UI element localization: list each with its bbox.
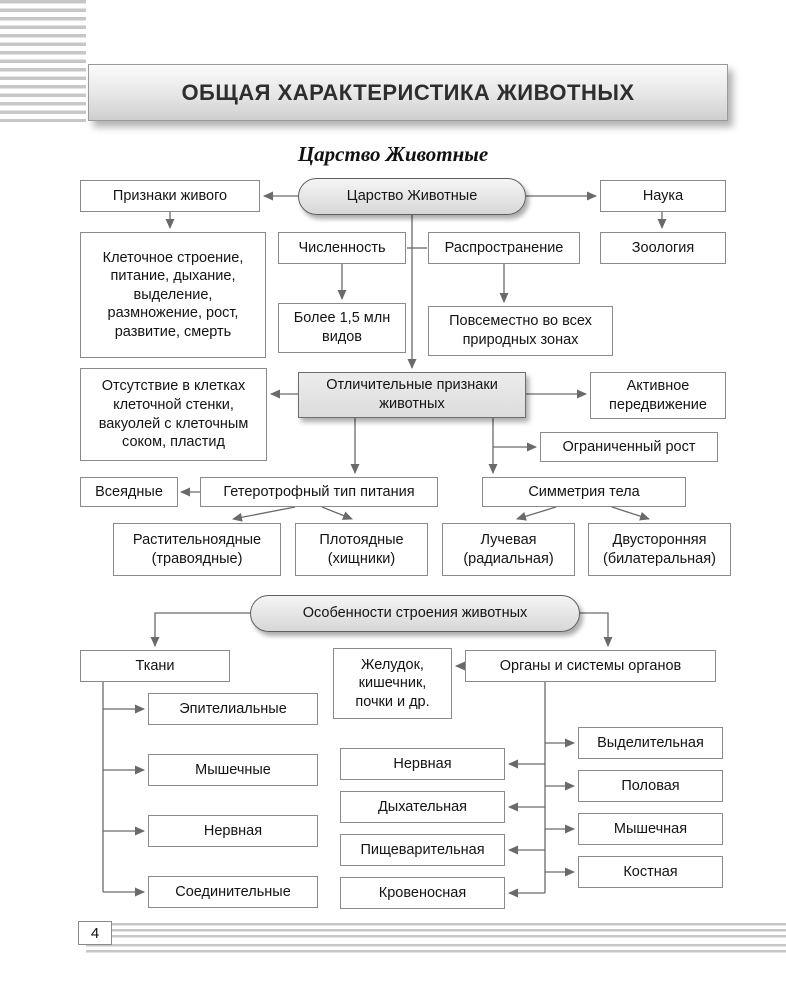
node-active-movement: Активное передвижение	[590, 372, 726, 419]
node-skeletal-system: Костная	[578, 856, 723, 888]
node-stomach-examples: Желудок, кишечник, почки и др.	[333, 648, 452, 719]
node-nervous-tissue: Нервная	[148, 815, 318, 847]
node-reproductive-system: Половая	[578, 770, 723, 802]
node-cell-properties: Клеточное строение, питание, дыхание, выделение, размножение, рост, развитие, смерть	[80, 232, 266, 358]
node-circulatory-system: Кровеносная	[340, 877, 505, 909]
page-number: 4	[78, 921, 112, 945]
node-omnivores: Всеядные	[80, 477, 178, 507]
node-distinctive-features: Отличительные признаки животных	[298, 372, 526, 418]
node-radial-symmetry: Лучевая (радиальная)	[442, 523, 575, 576]
node-nervous-system: Нервная	[340, 748, 505, 780]
node-excretory-system: Выделительная	[578, 727, 723, 759]
node-structure-features: Особенности строения животных	[250, 595, 580, 632]
node-digestive-system: Пищеварительная	[340, 834, 505, 866]
node-distribution: Распространение	[428, 232, 580, 264]
node-abundance: Численность	[278, 232, 406, 264]
node-zoology: Зоология	[600, 232, 726, 264]
node-heterotrophic-nutrition: Гетеротрофный тип питания	[200, 477, 438, 507]
node-million-species: Более 1,5 млн видов	[278, 303, 406, 353]
node-respiratory-system: Дыхательная	[340, 791, 505, 823]
node-tissues: Ткани	[80, 650, 230, 682]
node-organ-systems: Органы и системы органов	[465, 650, 716, 682]
node-limited-growth: Ограниченный рост	[540, 432, 718, 462]
node-bilateral-symmetry: Двусторонняя (билатеральная)	[588, 523, 731, 576]
node-muscular-tissue: Мышечные	[148, 754, 318, 786]
node-epithelial-tissue: Эпителиальные	[148, 693, 318, 725]
scheme-title: Царство Животные	[297, 142, 489, 166]
node-no-cell-wall: Отсутствие в клетках клеточной стенки, вакуолей с клеточным соком, пластид	[80, 368, 267, 461]
node-science: Наука	[600, 180, 726, 212]
node-body-symmetry: Симметрия тела	[482, 477, 686, 507]
node-everywhere: Повсеместно во всех природных зонах	[428, 306, 613, 356]
node-living-signs: Признаки живого	[80, 180, 260, 212]
node-connective-tissue: Соединительные	[148, 876, 318, 908]
page-title: ОБЩАЯ ХАРАКТЕРИСТИКА ЖИВОТНЫХ	[88, 64, 728, 121]
node-herbivores: Растительноядные (травоядные)	[113, 523, 281, 576]
node-kingdom: Царство Животные	[298, 178, 526, 215]
node-muscular-system: Мышечная	[578, 813, 723, 845]
node-carnivores: Плотоядные (хищники)	[295, 523, 428, 576]
